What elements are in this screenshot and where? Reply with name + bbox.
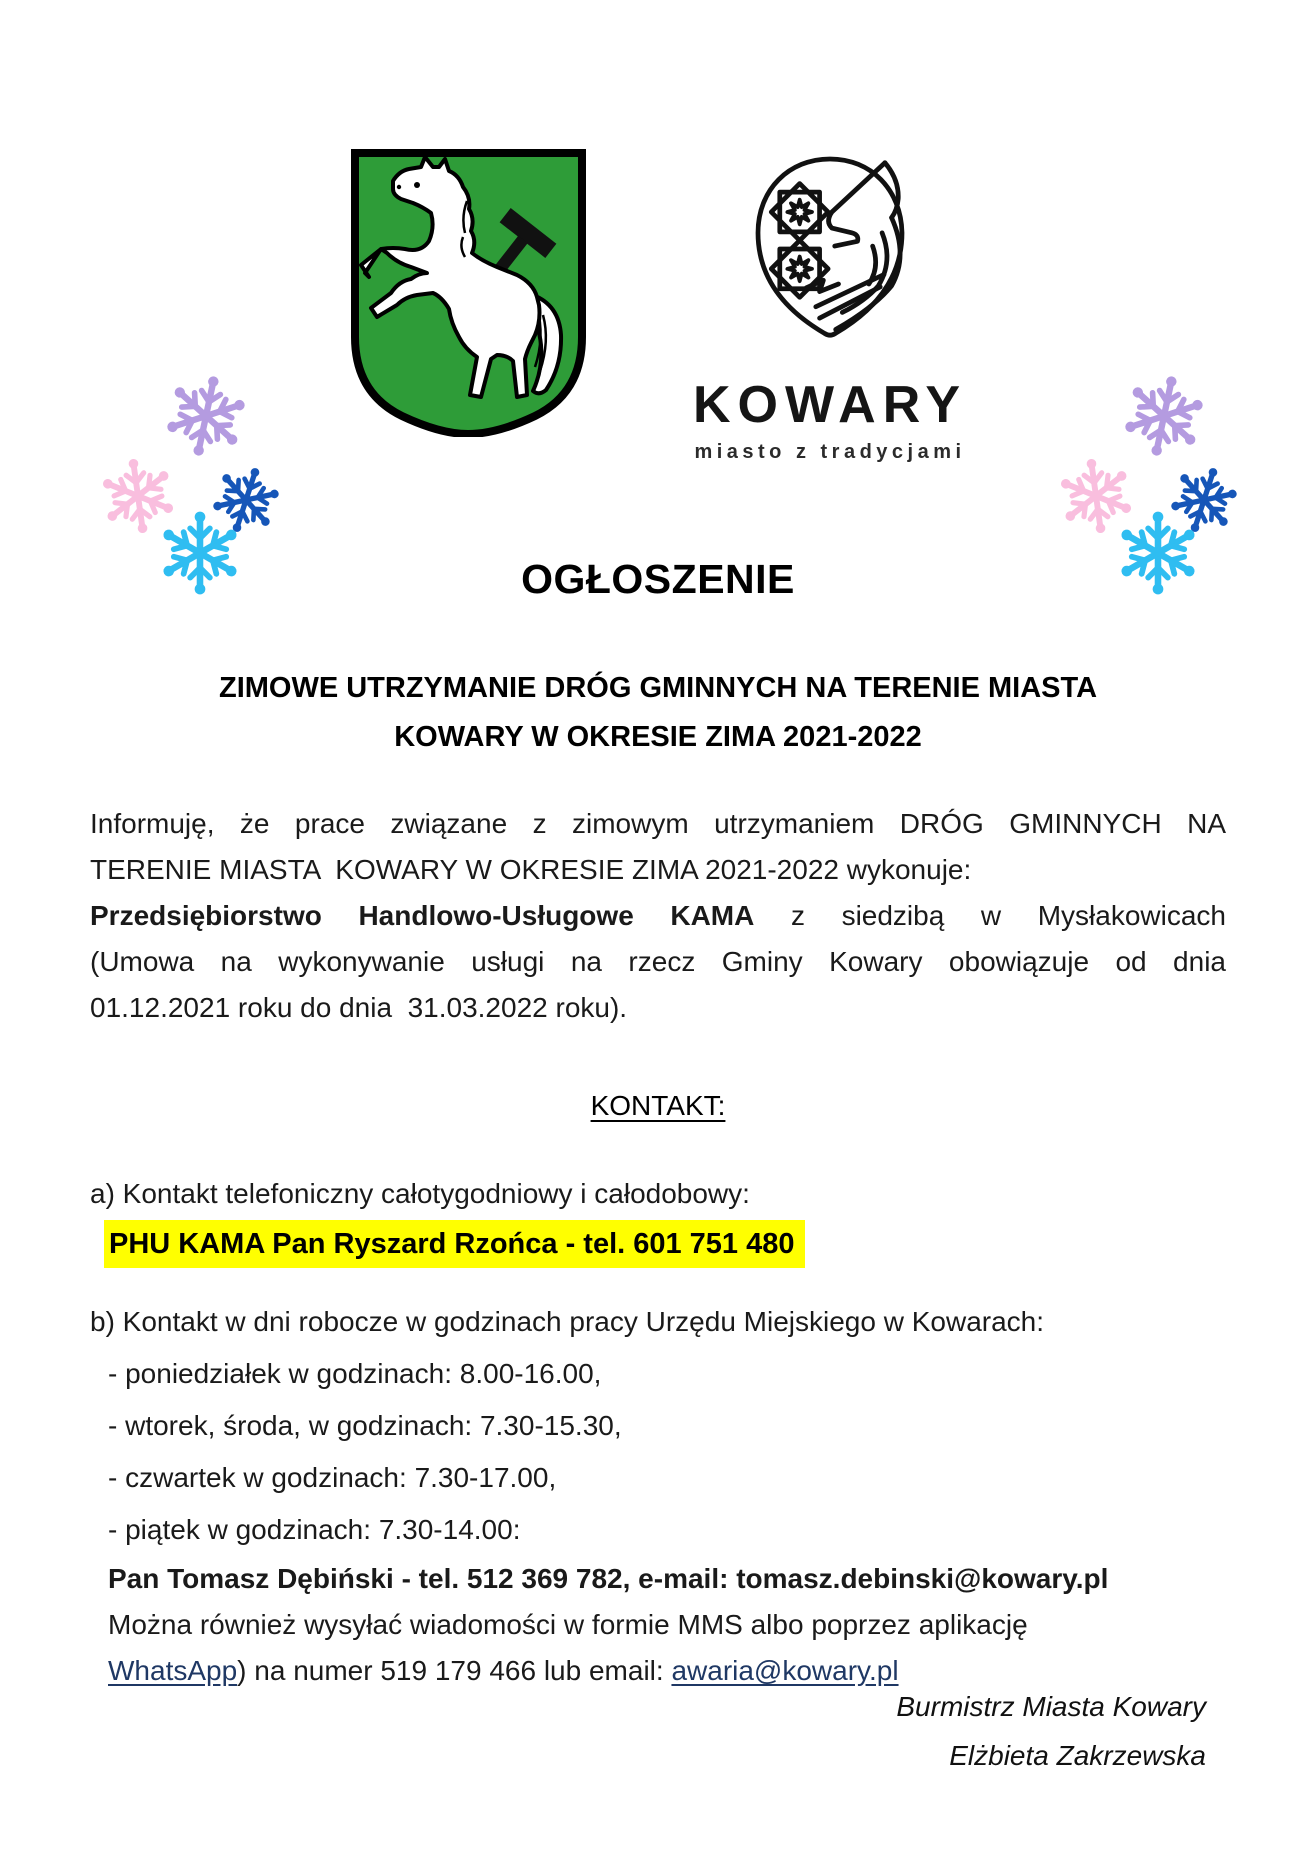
section-a-label: a) Kontakt telefoniczny całotygodniowy i całodobowy: xyxy=(90,1178,750,1209)
heading-line-1: ZIMOWE UTRZYMANIE DRÓG GMINNYCH NA TERENIE MIASTA xyxy=(218,672,1098,704)
section-a xyxy=(90,1172,1226,1268)
horse-nostril xyxy=(397,185,401,189)
intro-line-1: Informuję, że prace związane z zimowym utrzymaniem DRÓG GMINNYCH NA xyxy=(90,808,1226,839)
intro-line-2: TERENIE MIASTA KOWARY W OKRESIE ZIMA 2021-2022 wykonuje: xyxy=(90,854,972,885)
signature-title: Burmistrz Miasta Kowary xyxy=(896,1691,1206,1722)
whatsapp-link[interactable]: WhatsApp xyxy=(108,1655,238,1686)
kowary-brand-block xyxy=(680,153,980,464)
office-contact-person: Pan Tomasz Dębiński - tel. 512 369 782, e-mail: tomasz.debinski@kowary.pl xyxy=(108,1563,1109,1594)
section-b xyxy=(90,1296,1226,1694)
email-link[interactable]: awaria@kowary.pl xyxy=(671,1655,899,1686)
brand-name: KOWARY xyxy=(692,376,968,434)
intro-line-4: (Umowa na wykonywanie usługi na rzecz Gminy Kowary obowiązuje od dnia xyxy=(90,946,1226,977)
office-hours-thursday: - czwartek w godzinach: 7.30-17.00, xyxy=(108,1462,557,1493)
brand-tagline: miasto z tradycjami xyxy=(694,441,966,463)
signature-block xyxy=(896,1682,1206,1780)
section-b-label: b) Kontakt w dni robocze w godzinach pracy Urzędu Miejskiego w Kowarach: xyxy=(90,1306,1045,1337)
office-hours-friday: - piątek w godzinach: 7.30-14.00: xyxy=(108,1514,521,1545)
kontakt-heading: KONTAKT: xyxy=(590,1090,726,1121)
intro-line-3 xyxy=(90,893,1226,939)
mms-info-line: Można również wysyłać wiadomości w formie MMS albo poprzez aplikację xyxy=(108,1609,1028,1640)
intro-line-5: 01.12.2021 roku do dnia 31.03.2022 roku). xyxy=(90,992,628,1023)
intro-paragraph xyxy=(90,801,1226,1031)
horse-eye xyxy=(414,182,420,188)
contractor-name: Przedsiębiorstwo Handlowo-Usługowe KAMA xyxy=(90,900,755,931)
announcement-heading xyxy=(0,664,1316,762)
announcement-title: OGŁOSZENIE xyxy=(521,556,795,602)
office-hours-tue-wed: - wtorek, środa, w godzinach: 7.30-15.30, xyxy=(108,1410,622,1441)
kowary-coat-of-arms xyxy=(347,145,590,437)
signature-name: Elżbieta Zakrzewska xyxy=(949,1740,1206,1771)
office-hours-monday: - poniedziałek w godzinach: 8.00-16.00, xyxy=(108,1358,602,1389)
star-rosette-top xyxy=(771,184,828,241)
links-line: WhatsApp) na numer 519 179 466 lub email: awaria@kowary.pl xyxy=(108,1655,899,1686)
kowary-logo-emblem-icon xyxy=(740,153,920,343)
highlighted-phone-contact: PHU KAMA Pan Ryszard Rzońca - tel. 601 751 480 xyxy=(104,1220,805,1268)
contractor-location: z siedzibą w Mysłakowicach xyxy=(754,900,1227,931)
heading-line-2: KOWARY W OKRESIE ZIMA 2021-2022 xyxy=(394,721,922,753)
